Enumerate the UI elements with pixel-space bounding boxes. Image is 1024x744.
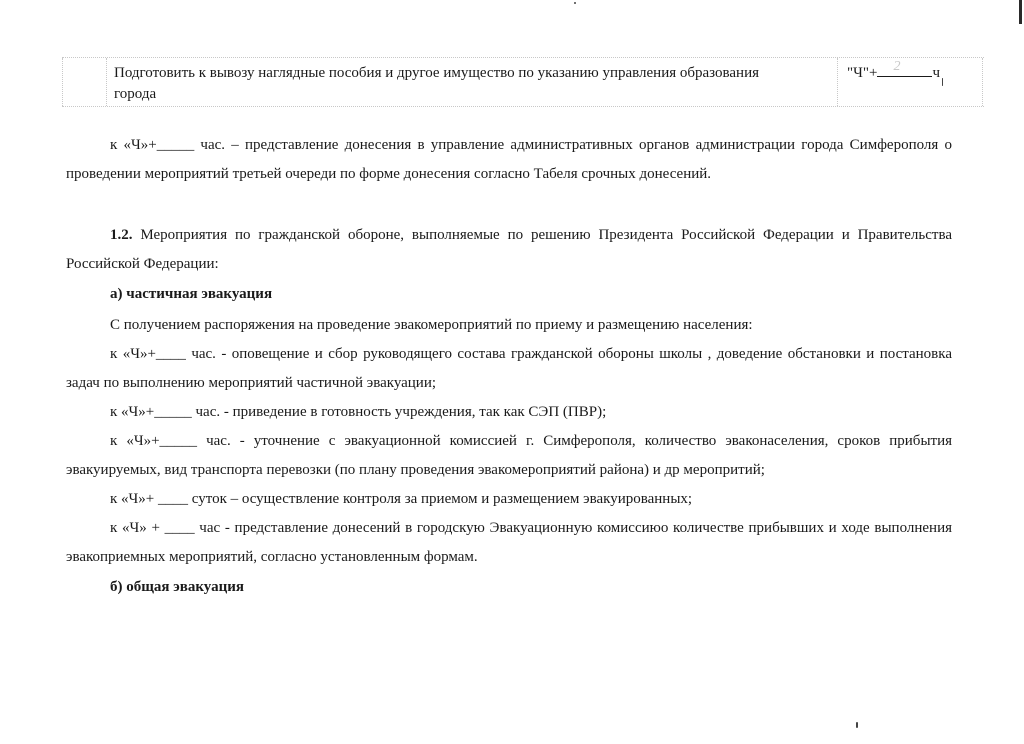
task-paragraph: к «Ч»+____ час. - оповещение и сбор руководящего состава гражданской обороны школы , доведение обстановки и постановка задач по выполнению мероприятий частичной эвакуации; — [66, 346, 952, 391]
deadline-prefix: "Ч"+ — [847, 65, 878, 81]
task-paragraph: к «Ч»+ ____ суток – осуществление контроля за приемом и размещением эвакуированных; — [110, 491, 693, 507]
task-paragraph: к «Ч»+_____ час. - уточнение с эвакуационной комиссией г. Симферополя, количество эваконаселения, сроков прибытия эвакуируемых, вид транспорта перевозки (по плану проведения эвакомероприятий района) и др меропритий; — [66, 433, 952, 478]
table-border — [982, 58, 983, 106]
intro-paragraph: С получением распоряжения на проведение эвакомероприятий по приему и размещению населения: — [110, 317, 753, 333]
heading-partial-evacuation: а) частичная эвакуация — [110, 286, 273, 302]
scan-dust-dot — [574, 2, 576, 4]
scan-edge-mark — [1019, 0, 1022, 24]
section-1-2-paragraph — [66, 221, 952, 279]
handwritten-deadline: 2 — [893, 59, 901, 74]
scan-dust-dot — [856, 722, 858, 728]
task-paragraph: к «Ч»+_____ час. - приведение в готовность учреждения, так как СЭП (ПВР); — [110, 404, 607, 420]
table-border — [62, 58, 63, 106]
task-description-cell: Подготовить к вывозу наглядные пособия и другое имущество по указанию управления образования города — [114, 65, 759, 102]
deadline-blank — [877, 59, 932, 77]
task-deadline-cell — [847, 59, 941, 84]
table-border — [106, 58, 107, 106]
deadline-suffix: ч — [932, 65, 941, 81]
table-border — [837, 58, 838, 106]
task-paragraph: к «Ч» + ____ час - представление донесений в городскую Эвакуационную комиссиюо количестве прибывших и ходе выполнения эвакоприемных мероприятий, согласно установленным формам. — [66, 520, 952, 565]
report-paragraph: к «Ч»+_____ час. – представление донесения в управление административных органов администрации города Симферополя о проведении мероприятий третьей очереди по форме донесения согласно Табеля срочных донесений. — [66, 137, 952, 182]
task-table-row — [62, 57, 984, 107]
heading-general-evacuation: б) общая эвакуация — [110, 579, 244, 595]
section-text: Мероприятия по гражданской обороне, выполняемые по решению Президента Российской Федерации и Правительства Российской Федерации: — [66, 227, 952, 272]
section-number: 1.2. — [110, 227, 133, 243]
